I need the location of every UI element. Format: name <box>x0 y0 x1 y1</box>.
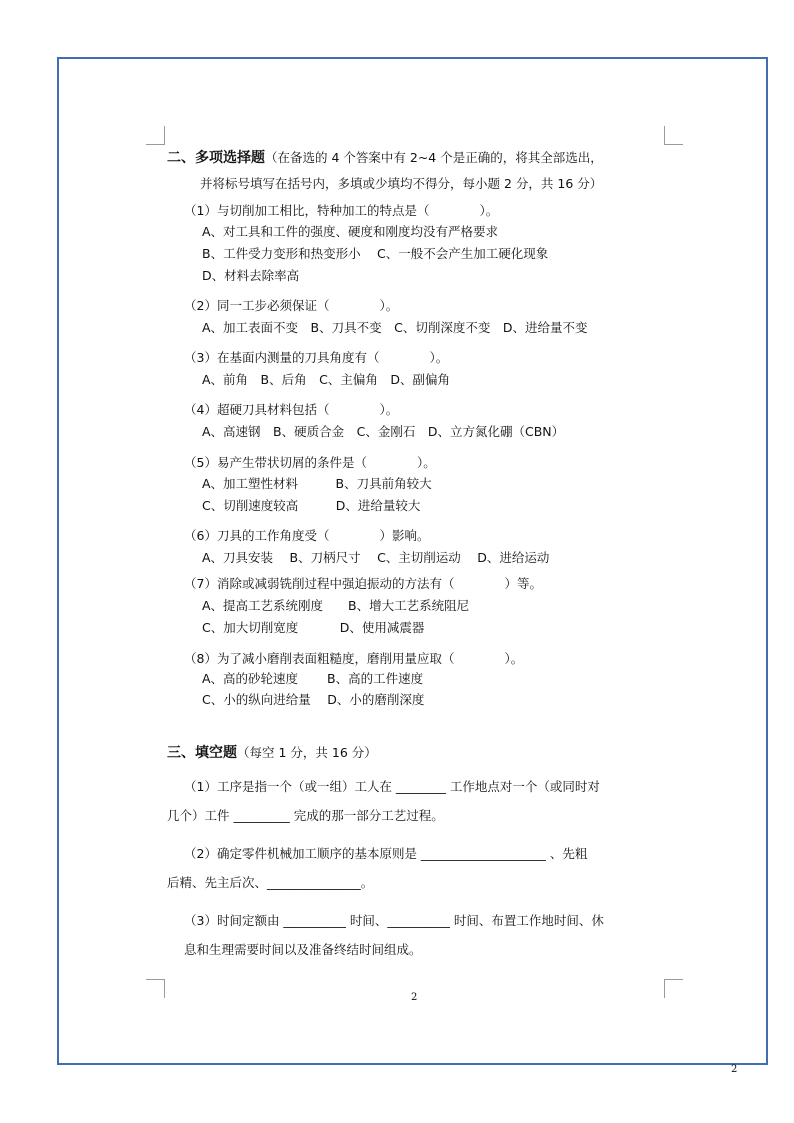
question-stem: （2）同一工步必须保证（ ）。 <box>184 298 399 313</box>
section-heading <box>167 150 603 166</box>
question-option: A、提高工艺系统刚度 B、增大工艺系统阻尼 <box>202 598 470 613</box>
question-option: A、刀具安装 B、刀柄尺寸 C、主切削运动 D、进给运动 <box>202 550 550 565</box>
paragraph-line: （3）时间定额由 __________ 时间、__________ 时间、布置工作地时间、休 <box>184 913 604 928</box>
section-title: 三、填空题 <box>167 745 237 761</box>
question-stem: （8）为了减小磨削表面粗糙度，磨削用量应取（ ）。 <box>184 651 524 666</box>
question-stem: （4）超硬刀具材料包括（ ）。 <box>184 402 399 417</box>
paragraph-line: 几个）工件 _________ 完成的那一部分工艺过程。 <box>167 808 444 823</box>
question-stem: （7）消除或减弱铣削过程中强迫振动的方法有（ ）等。 <box>184 576 542 591</box>
question-stem: （5）易产生带状切屑的条件是（ ）。 <box>184 455 436 470</box>
question-stem: （3）在基面内测量的刀具角度有（ ）。 <box>184 350 449 365</box>
section-title: 二、多项选择题 <box>167 150 265 166</box>
outer-page-number: 2 <box>731 1064 738 1075</box>
question-stem: （1）与切削加工相比，特种加工的特点是（ ）。 <box>184 203 499 218</box>
paragraph-line: （1）工序是指一个（或一组）工人在 ________ 工作地点对一个（或同时对 <box>184 779 600 794</box>
section-instructions: （每空 1 分，共 16 分） <box>237 745 377 760</box>
question-option: C、小的纵向进给量 D、小的磨削深度 <box>202 692 425 707</box>
paragraph-line: 后精、先主后次、_______________。 <box>167 875 374 890</box>
question-option: B、工件受力变形和热变形小 C、一般不会产生加工硬化现象 <box>202 246 549 261</box>
question-stem: （6）刀具的工作角度受（ ）影响。 <box>184 528 430 543</box>
crop-mark-bottom-right <box>664 979 683 998</box>
section-heading <box>167 745 377 761</box>
crop-mark-top-left <box>146 126 165 145</box>
question-option: A、加工塑性材料 B、刀具前角较大 <box>202 476 432 491</box>
question-option: A、高速钢 B、硬质合金 C、金刚石 D、立方氮化硼（CBN） <box>202 424 565 439</box>
question-option: C、切削速度较高 D、进给量较大 <box>202 498 421 513</box>
question-option: C、加大切削宽度 D、使用减震器 <box>202 620 425 635</box>
question-option: A、高的砂轮速度 B、高的工件速度 <box>202 671 424 686</box>
paragraph-line: （2）确定零件机械加工顺序的基本原则是 ____________________ 、先粗 <box>184 846 588 861</box>
paragraph-line: 息和生理需要时间以及准备终结时间组成。 <box>184 942 422 957</box>
question-option: A、加工表面不变 B、刀具不变 C、切削深度不变 D、进给量不变 <box>202 320 588 335</box>
question-option: A、前角 B、后角 C、主偏角 D、副偏角 <box>202 372 450 387</box>
page-number: 2 <box>411 992 418 1003</box>
question-option: A、对工具和工件的强度、硬度和刚度均没有严格要求 <box>202 224 499 239</box>
section-instructions: （在备选的 4 个答案中有 2~4 个是正确的，将其全部选出， <box>265 150 603 165</box>
question-option: D、材料去除率高 <box>202 268 300 283</box>
section-instructions-line2: 并将标号填写在括号内，多填或少填均不得分，每小题 2 分，共 16 分） <box>200 176 603 191</box>
crop-mark-bottom-left <box>146 979 165 998</box>
crop-mark-top-right <box>664 126 683 145</box>
